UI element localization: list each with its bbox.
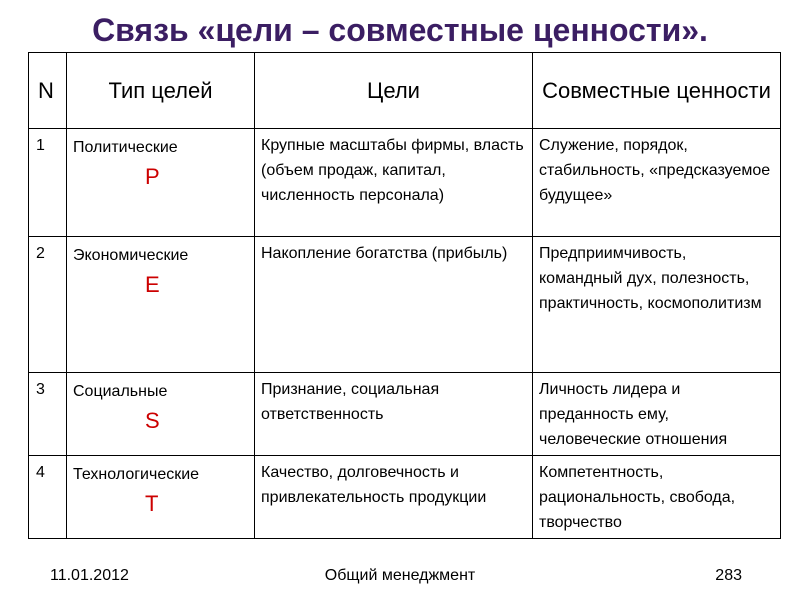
values-cell <box>533 373 781 456</box>
goal-type-cell <box>67 373 255 456</box>
goals-cell <box>255 373 533 456</box>
header-n: N <box>29 53 67 129</box>
goals-text: Качество, долговечность и привлекательность продукции <box>261 464 487 506</box>
goal-type-cell <box>67 456 255 539</box>
footer-course-title: Общий менеджмент <box>324 567 476 584</box>
goal-type-letter: T <box>145 491 159 516</box>
goals-text: Накопление богатства (прибыль) <box>261 245 508 262</box>
goals-cell <box>255 456 533 539</box>
goal-type-letter: S <box>145 408 160 433</box>
row-number: 3 <box>36 381 45 398</box>
goal-type-name: Технологические <box>73 466 200 483</box>
goals-text: Крупные масштабы фирмы, власть (объем продаж, капитал, численность персонала) <box>261 137 524 204</box>
goal-type-letter: E <box>145 272 160 297</box>
footer-date: 11.01.2012 <box>50 567 129 584</box>
goals-cell <box>255 237 533 373</box>
header-goals: Цели <box>255 53 533 129</box>
header-type: Тип целей <box>67 53 255 129</box>
row-number: 4 <box>36 464 45 481</box>
table-row <box>29 456 781 539</box>
table-header-row <box>29 53 781 129</box>
goals-values-table <box>28 52 781 539</box>
values-cell <box>533 456 781 539</box>
values-text: Личность лидера и преданность ему, человеческие отношения <box>539 381 728 448</box>
row-number: 2 <box>36 245 45 262</box>
row-number-cell <box>29 456 67 539</box>
slide-title: Связь «цели – совместные ценности». <box>92 12 708 48</box>
values-cell <box>533 237 781 373</box>
goal-type-cell <box>67 129 255 237</box>
table-row <box>29 373 781 456</box>
row-number-cell <box>29 129 67 237</box>
values-text: Компетентность, рациональность, свобода, творчество <box>539 464 736 531</box>
goal-type-name: Экономические <box>73 247 189 264</box>
values-cell <box>533 129 781 237</box>
values-text: Служение, порядок, стабильность, «предсказуемое будущее» <box>539 137 771 204</box>
goals-text: Признание, социальная ответственность <box>261 381 440 423</box>
table-row <box>29 237 781 373</box>
goal-type-letter: P <box>145 164 160 189</box>
row-number: 1 <box>36 137 45 154</box>
footer-page-number: 283 <box>715 567 742 584</box>
table-row <box>29 129 781 237</box>
row-number-cell <box>29 237 67 373</box>
goal-type-name: Политические <box>73 139 178 156</box>
goal-type-name: Социальные <box>73 383 168 400</box>
row-number-cell <box>29 373 67 456</box>
goal-type-cell <box>67 237 255 373</box>
values-text: Предприимчивость, командный дух, полезность, практичность, космополитизм <box>539 245 762 312</box>
header-values: Совместные ценности <box>533 53 781 129</box>
goals-cell <box>255 129 533 237</box>
